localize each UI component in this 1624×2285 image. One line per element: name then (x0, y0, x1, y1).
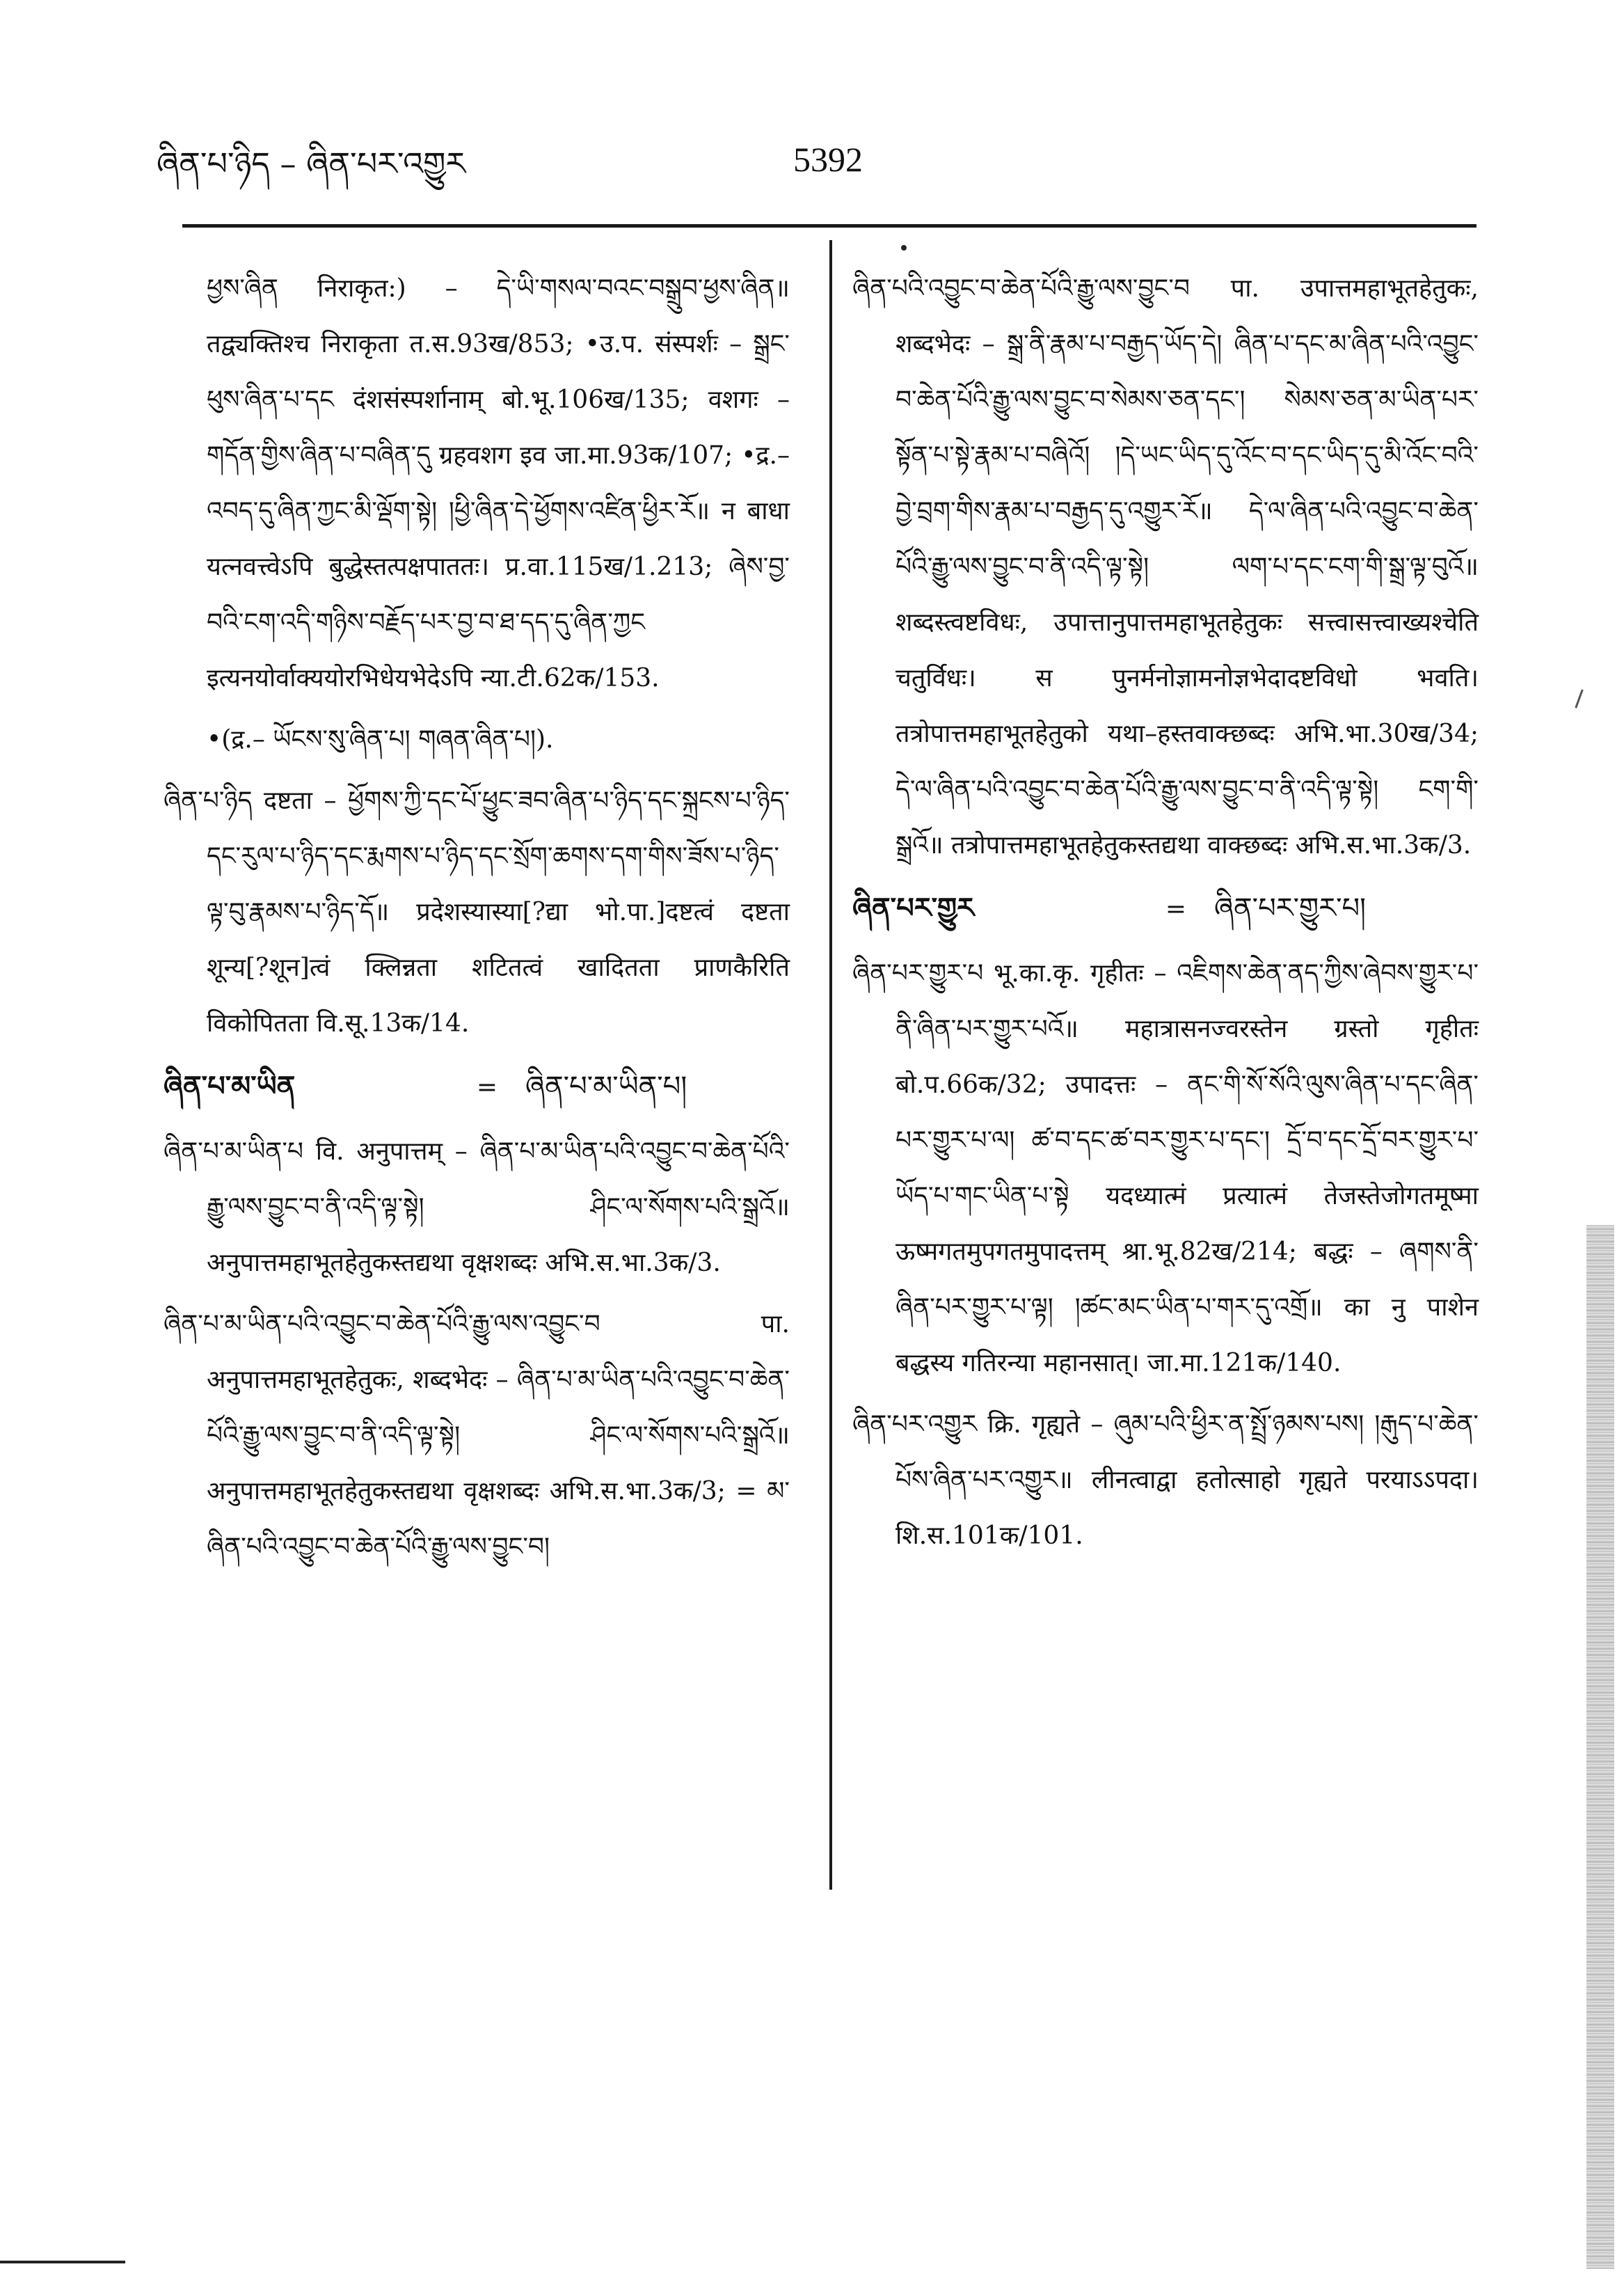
headword: ཞིན་པ་མ་ཡིན (164, 1070, 296, 1102)
equivalence-entry (164, 1059, 790, 1116)
entry: ཞིན་པར་གྱུར་པ भू.का.कृ. गृहीतः – འཇིགས་ཆེན་ནད་ཀྱིས་ཞེབས་གྱུར་པ་ནི་ཞིན་པར་གྱུར་པའོ॥ महात्रासनज्वरस्तेन ग्रस्तो गृहीतः बो.प.66क/32; उपादत्तः – ནང་གི་སོ་སོའི་ལུས་ཞིན་པ་དང་ཞིན་པར་གྱུར་པ་ལ། ཚ་བ་དང་ཚ་བར་གྱུར་པ་དང་། དྲོ་བ་དང་དྲོ་བར་གྱུར་པ་ཡོད་པ་གང་ཡིན་པ་སྟེ यदध्यात्मं प्रत्यात्मं तेजस्तेजोगतमूष्मा ऊष्मगतमुपगतमुपादत्तम् श्रा.भू.82ख/214; बद्धः – ཞགས་ནི་ཞིན་པར་གྱུར་པ་ལྟ། །ཚང་མང་ཡིན་པ་གར་དུ་འགྲོ॥ का नु पाशेन बद्धस्य गतिरन्या महानसात्। जा.मा.121क/140. (852, 959, 1479, 1377)
equivalent-term: ཞིན་པར་གྱུར་པ། (1214, 892, 1367, 924)
page-number: 5392 (793, 140, 863, 179)
column-divider (829, 240, 832, 1890)
headword: ཞིན་པར་གྱུར (852, 892, 975, 924)
entry: ཞིན་པ་ཉིད दष्टता – ཕྱོགས་ཀྱི་དང་པོ་ཕྱུང་ཟབ་ཞིན་པ་ཉིད་དང་སྐྲངས་པ་ཉིད་དང་རུལ་པ་ཉིད་དང་རྨགས་པ་ཉིད་དང་སྲོག་ཆགས་དག་གིས་ཟོས་པ་ཉིད་ལྟ་བུ་རྣམས་པ་ཉིད་དོ॥ प्रदेशस्यास्या[?द्या भो.पा.]दष्टत्वं दष्टता शून्य[?शून]त्वं क्लिन्नता शटितत्वं खादितता प्राणकैरिति विकोपितता वि.सू.13क/14. (164, 786, 790, 1038)
entry: ཞིན་པ་མ་ཡིན་པ वि. अनुपात्तम् – ཞིན་པ་མ་ཡིན་པའི་འབྱུང་བ་ཆེན་པོའི་རྒྱུ་ལས་བྱུང་བ་ནི་འདི་ལྟ་སྟེ། ཤིང་ལ་སོགས་པའི་སྒྲའོ॥ अनुपात्तमहाभूतहेतुकस्तद्यथा वृक्षशब्दः अभि.स.भा.3क/3. (164, 1137, 790, 1277)
equals-sign: = (1165, 895, 1187, 924)
footer-rule (0, 2261, 125, 2263)
equals-sign: = (476, 1073, 498, 1102)
header-rule (182, 224, 1476, 228)
left-column (164, 261, 790, 1581)
entry: ཞིན་པའི་འབྱུང་བ་ཆེན་པོའི་རྒྱུ་ལས་བྱུང་བ पा. उपात्तमहाभूतहेतुकः, शब्दभेदः – སྒྲ་ནི་རྣམ་པ་བརྒྱད་ཡོད་དེ། ཞིན་པ་དང་མ་ཞིན་པའི་འབྱུང་བ་ཆེན་པོའི་རྒྱུ་ལས་བྱུང་བ་སེམས་ཅན་དང་། སེམས་ཅན་མ་ཡིན་པར་སྟོན་པ་སྟེ་རྣམ་པ་བཞིའོ། །དེ་ཡང་ཡིད་དུ་འོང་བ་དང་ཡིད་དུ་མི་འོང་བའི་བྱེ་བྲག་གིས་རྣམ་པ་བརྒྱད་དུ་འགྱུར་རོ॥ དེ་ལ་ཞིན་པའི་འབྱུང་བ་ཆེན་པོའི་རྒྱུ་ལས་བྱུང་བ་ནི་འདི་ལྟ་སྟེ། ལག་པ་དང་ངག་གི་སྒྲ་ལྟ་བུའོ॥ शब्दस्त्वष्टविधः, उपात्तानुपात्तमहाभूतहेतुकः सत्त्वासत्त्वाख्यश्चेति चतुर्विधः। स पुनर्मनोज्ञामनोज्ञभेदादष्टविधो भवति। तत्रोपात्तमहाभूतहेतुको यथा–हस्तवाक्छब्दः अभि.भा.30ख/34; དེ་ལ་ཞིན་པའི་འབྱུང་བ་ཆེན་པོའི་རྒྱུ་ལས་བྱུང་བ་ནི་འདི་ལྟ་སྟེ། ངག་གི་སྒྲའོ॥ तत्रोपात्तमहाभूतहेतुकस्तद्यथा वाक्छब्दः अभि.स.भा.3क/3. (852, 274, 1479, 860)
running-head: ཞིན་པ་ཉིད – ཞིན་པར་འགྱུར (157, 145, 466, 182)
scan-edge-shadow (1586, 1225, 1614, 2269)
scan-mark (1575, 689, 1583, 708)
equivalent-term: ཞིན་པ་མ་ཡིན་པ། (525, 1070, 687, 1102)
ink-dot (901, 245, 907, 251)
entry-cross-reference: •(द्र.– ཡོངས་སུ་ཞིན་པ། གཞན་ཞིན་པ།). (207, 725, 554, 754)
entry: ཞིན་པར་འགྱུར क्रि. गृह्यते – ཞུམ་པའི་ཕྱིར་ན་སྤྲོ་ཉམས་པས། །རྒུད་པ་ཆེན་པོས་ཞིན་པར་འགྱུར॥ लीनत्वाद्वा हतोत्साहो गृह्यते परयाऽऽपदा। शि.स.101क/101. (852, 1410, 1479, 1550)
entry-continuation: ཕྱས་ཞིན निराकृत:) – དེ་ཡི་གསལ་བའང་བསྒྲུབ་ཕྱས་ཞིན॥ तद्व्यक्तिश्च निराकृता त.स.93ख/853; •उ.प. संस्पर्शः – སྒྲང་ཕུས་ཞིན་པ་དང दंशसंस्पर्शानाम् बो.भू.106ख/135; वशगः – གདོན་གྱིས་ཞིན་པ་བཞིན་དུ ग्रहवशग इव जा.मा.93क/107; •द्र.– འབད་དུ་ཞིན་ཀྱང་མི་ལྡོག་སྟེ། །ཕྱི་ཞིན་དེ་ཕྱོགས་འཛིན་ཕྱིར་རོ॥ न बाधा यत्नवत्त्वेऽपि बुद्धेस्तत्पक्षपाततः। प्र.वा.115ख/1.213; ཞེས་བྱ་བའི་ངག་འདི་གཉིས་བརྗོད་པར་བྱ་བ་ཐ་དད་དུ་ཞིན་ཀྱང इत्यनयोर्वाक्ययोरभिधेयभेदेऽपि न्या.टी.62क/153. (207, 274, 790, 693)
entry: ཞིན་པ་མ་ཡིན་པའི་འབྱུང་བ་ཆེན་པོའི་རྒྱུ་ལས་འབྱུང་བ पा. अनुपात्तमहाभूतहेतुकः, शब्दभेदः – ཞིན་པ་མ་ཡིན་པའི་འབྱུང་བ་ཆེན་པོའི་རྒྱུ་ལས་བྱུང་བ་ནི་འདི་ལྟ་སྟེ། ཤིང་ལ་སོགས་པའི་སྒྲའོ॥ अनुपात्तमहाभूतहेतुकस्तद्यथा वृक्षशब्दः अभि.स.भा.3क/3; = མ་ཞིན་པའི་འབྱུང་བ་ཆེན་པོའི་རྒྱུ་ལས་བྱུང་བ། (164, 1310, 790, 1561)
equivalence-entry (852, 880, 1479, 938)
right-column (852, 261, 1479, 1570)
